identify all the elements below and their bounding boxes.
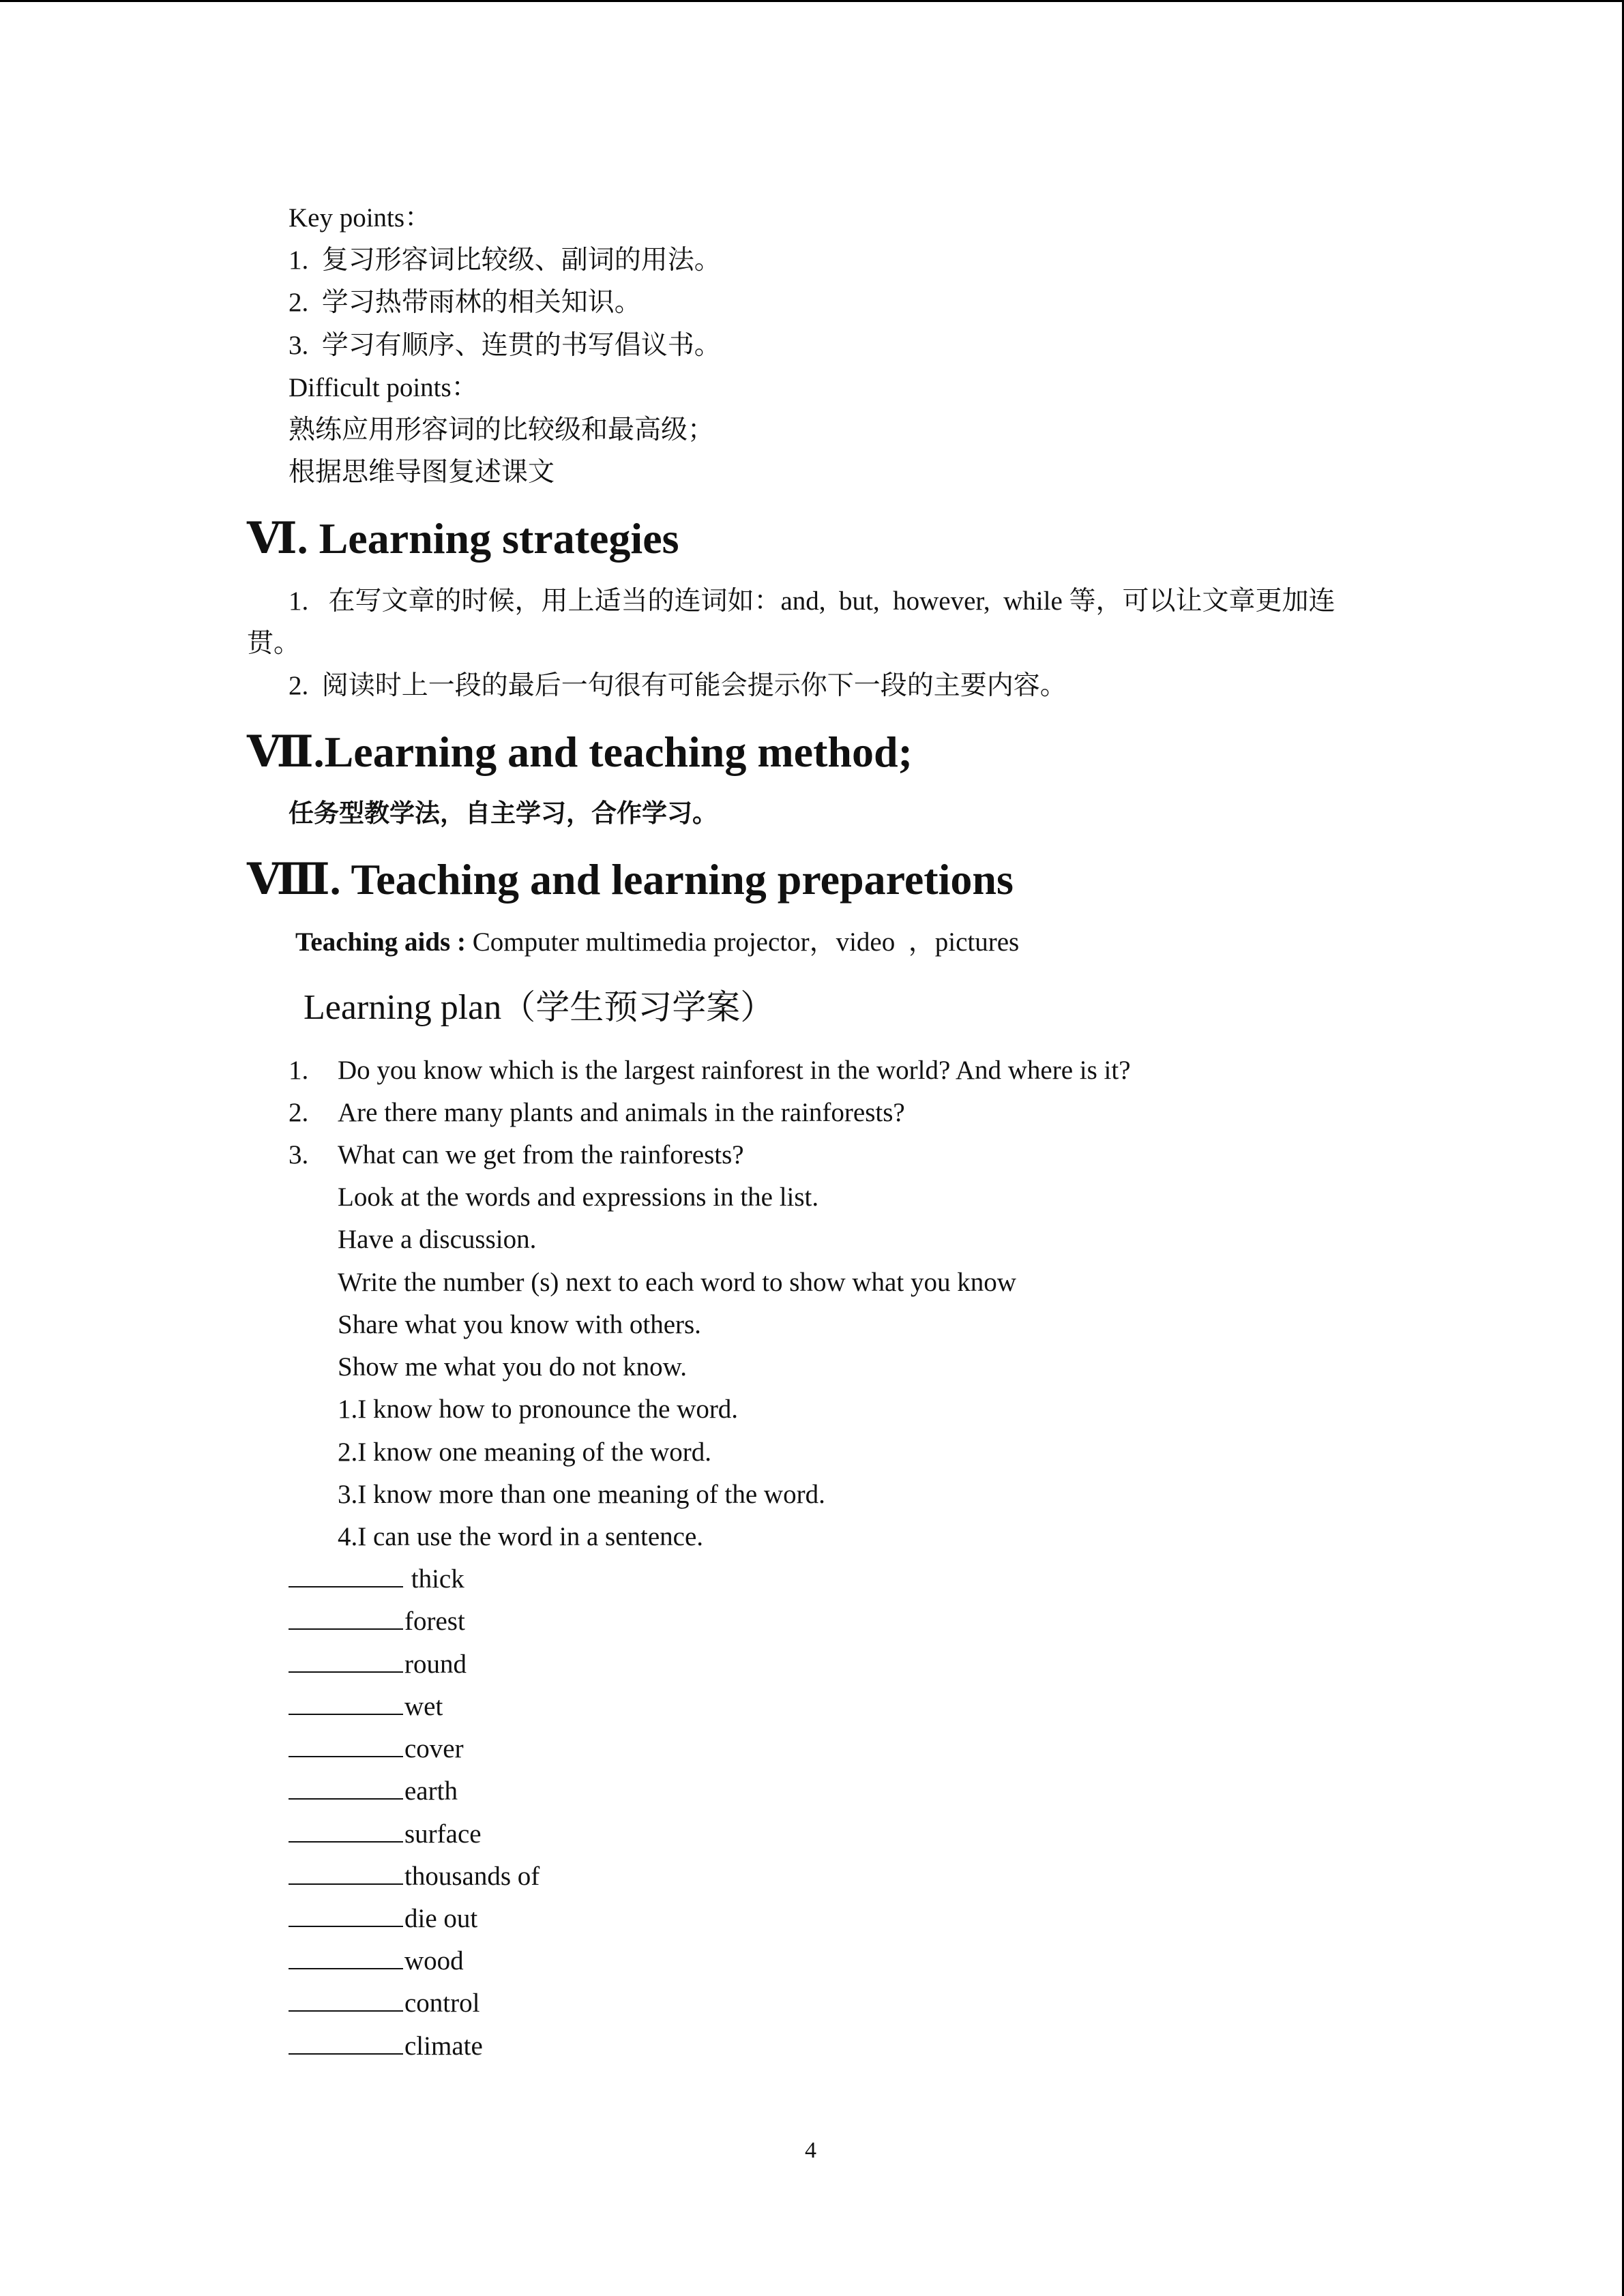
key-point-item: 3. 学习有顺序、连贯的书写倡议书。 [289,331,721,360]
question-number: 3. [289,1140,309,1169]
question-text: Do you know which is the largest rainforest in the world? And where is it? [338,1056,1131,1085]
plan-question [289,1057,1131,1084]
answer-blank[interactable] [289,1990,403,2012]
instruction-line: 1.I know how to pronounce the word. [338,1395,739,1424]
key-point-item: 2. 学习热带雨林的相关知识。 [289,288,641,317]
question-number: 1. [289,1056,309,1085]
learning-plan-title-en: Learning plan [304,988,502,1027]
strategy-item-continuation: 贯。 [247,629,301,658]
instruction-line: Have a discussion. [338,1225,537,1254]
teaching-aids-label: Teaching aids : [295,927,466,957]
vocab-word: climate [404,2031,483,2061]
method-text: 任务型教学法，自主学习，合作学习。 [289,799,718,828]
section-heading-learning-strategies: Ⅵ. Learning strategies [247,514,679,563]
vocab-item [289,1863,540,1890]
question-number: 2. [289,1098,309,1127]
teaching-aids [295,929,1019,955]
learning-plan-title [304,987,775,1027]
answer-blank[interactable] [289,1863,403,1885]
answer-blank[interactable] [289,2033,403,2055]
vocab-word: round [404,1650,467,1679]
teaching-aids-text: Computer multimedia projector，video ，pictures [465,927,1020,957]
vocab-word: forest [404,1607,465,1636]
instruction-line: Show me what you do not know. [338,1352,688,1382]
instruction-line: Share what you know with others. [338,1310,701,1339]
answer-blank[interactable] [289,1608,403,1630]
vocab-item [289,2033,483,2059]
section-heading-preparations: Ⅷ. Teaching and learning preparetions [247,855,1014,904]
key-points-label: Key points： [289,203,432,233]
question-text: Are there many plants and animals in the rainforests? [338,1098,905,1127]
strategy-item: 2. 阅读时上一段的最后一句很有可能会提示你下一段的主要内容。 [289,671,1067,700]
vocab-item [289,1693,443,1720]
difficult-points-label: Difficult points： [289,373,478,402]
difficult-point-item: 根据思维导图复述课文 [289,458,555,487]
vocab-word: wood [404,1946,464,1976]
vocab-item [289,1948,464,1974]
answer-blank[interactable] [289,1651,403,1673]
answer-blank[interactable] [289,1821,403,1843]
question-text: What can we get from the rainforests? [338,1140,744,1169]
vocab-item [289,1735,464,1762]
instruction-line: 2.I know one meaning of the word. [338,1437,712,1467]
answer-blank[interactable] [289,1566,403,1587]
vocab-word: wet [404,1692,443,1721]
vocab-item [289,1566,464,1592]
vocab-item [289,1608,465,1635]
vocab-word: surface [404,1819,482,1849]
plan-question [289,1142,744,1168]
vocab-item [289,1905,477,1932]
instruction-line: Look at the words and expressions in the list. [338,1182,819,1212]
plan-question [289,1099,905,1126]
strategy-item: 1. 在写文章的时候，用上适当的连词如：and, but, however, while 等，可以让文章更加连 [289,586,1335,616]
answer-blank[interactable] [289,1693,403,1715]
instruction-line: 3.I know more than one meaning of the word. [338,1480,825,1509]
answer-blank[interactable] [289,1778,403,1800]
key-point-item: 1. 复习形容词比较级、副词的用法。 [289,245,721,275]
vocab-word: die out [404,1904,478,1933]
answer-blank[interactable] [289,1905,403,1927]
vocab-word: earth [404,1776,458,1806]
section-heading-method: Ⅶ.Learning and teaching method; [247,728,913,776]
vocab-word: cover [404,1734,464,1763]
page-number: 4 [805,2138,816,2163]
page-top-border [0,0,1624,2]
answer-blank[interactable] [289,1948,403,1969]
vocab-item [289,1778,458,1804]
vocab-word: thousands of [404,1862,540,1891]
vocab-item [289,1990,479,2016]
vocab-word: thick [404,1564,464,1594]
instruction-line: 4.I can use the word in a sentence. [338,1522,704,1551]
answer-blank[interactable] [289,1735,403,1757]
instruction-line: Write the number (s) next to each word to show what you know [338,1268,1016,1297]
vocab-item [289,1651,467,1678]
difficult-point-item: 熟练应用形容词的比较级和最高级； [289,415,715,445]
vocab-word: control [404,1988,480,2018]
vocab-item [289,1821,482,1847]
learning-plan-title-cn: （学生预习学案） [501,987,775,1027]
